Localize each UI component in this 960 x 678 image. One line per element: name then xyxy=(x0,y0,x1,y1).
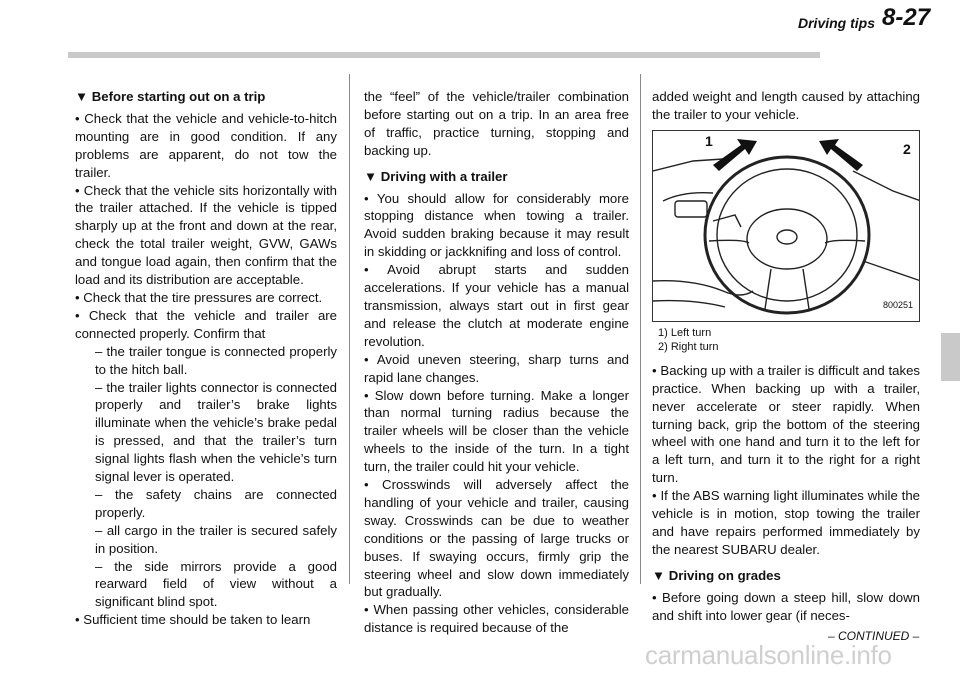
chapter-tab xyxy=(941,333,960,381)
column-2 xyxy=(364,88,629,637)
dash-item: – the trailer lights connector is connected properly and trailer’s brake lights illuminate when the vehicle’s brake pedal is pressed, and that the trailer’s turn signal lights flash when the vehicle’s turn signal lever is operated. xyxy=(95,379,337,486)
figure-code: 800251 xyxy=(882,299,913,310)
bullet-item: • Before going down a steep hill, slow down and shift into lower gear (if neces- xyxy=(652,589,920,625)
paragraph: the “feel” of the vehicle/trailer combination before starting out on a trip. In an area free of traffic, practice turning, stopping and backing up. xyxy=(364,89,629,158)
watermark: carmanualsonline.info xyxy=(645,640,892,670)
heading-driving-on-grades: ▼ Driving on grades xyxy=(652,567,781,583)
bullet-item: • Check that the tire pressures are correct. xyxy=(75,289,337,307)
caption-item: 1) Left turn xyxy=(658,326,712,339)
bullet-item: • Sufficient time should be taken to learn xyxy=(75,611,337,629)
bullet-item: • If the ABS warning light illuminates while the vehicle is in motion, stop towing the trailer and have repairs performed immediately by the nearest SUBARU dealer. xyxy=(652,487,920,559)
bullet-item: • Slow down before turning. Make a longer than normal turning radius because the trailer wheels will be closer than the vehicle wheels to the inside of the turn. In a tight turn, the trailer could hit your vehicle. xyxy=(364,387,629,477)
bullet-item: • When passing other vehicles, considerable distance is required because of the xyxy=(364,601,629,637)
heading-before-trip: ▼ Before starting out on a trip xyxy=(75,89,266,104)
bullet-item: • Avoid abrupt starts and sudden accelerations. If your vehicle has a manual transmission, always start out in first gear and release the clutch at moderate engine revolution. xyxy=(364,261,629,351)
steering-wheel-illustration xyxy=(653,131,920,322)
heading-driving-with-trailer: ▼ Driving with a trailer xyxy=(364,168,508,184)
figure-label-1: 1 xyxy=(705,132,713,149)
column-1 xyxy=(75,88,337,629)
column-divider xyxy=(640,74,641,584)
column-divider xyxy=(349,74,350,584)
bullet-item: • Check that the vehicle and vehicle-to-hitch mounting are in good condition. If any problems are apparent, do not tow the trailer. xyxy=(75,110,337,182)
paragraph: added weight and length caused by attaching the trailer to your vehicle. xyxy=(652,89,920,122)
column-3 xyxy=(652,88,920,625)
dash-item: – all cargo in the trailer is secured safely in position. xyxy=(95,522,337,558)
dash-item: – the trailer tongue is connected properly to the hitch ball. xyxy=(95,343,337,379)
page-number: 8-27 xyxy=(882,4,931,31)
caption-item: 2) Right turn xyxy=(658,340,719,353)
dash-item: – the side mirrors provide a good rearward field of view without a significant blind spot. xyxy=(95,558,337,612)
continued-label: – CONTINUED – xyxy=(828,629,920,643)
dash-item: – the safety chains are connected properly. xyxy=(95,486,337,522)
section-title: Driving tips xyxy=(798,15,876,31)
bullet-item: • Check that the vehicle and trailer are connected properly. Confirm that xyxy=(75,307,337,343)
bullet-item: • You should allow for considerably more stopping distance when towing a trailer. Avoid sudden braking because it may result in skidding or jackknifing and loss of control. xyxy=(364,190,629,262)
figure-label-2: 2 xyxy=(903,140,911,157)
bullet-item: • Avoid uneven steering, sharp turns and rapid lane changes. xyxy=(364,351,629,387)
header-rule xyxy=(68,52,820,58)
bullet-item: • Check that the vehicle sits horizontally with the trailer attached. If the vehicle is tipped sharply up at the front and down at the rear, check the total trailer weight, GVW, GAWs and tongue load again, then confirm that the load and its distribution are acceptable. xyxy=(75,182,337,289)
bullet-item: • Crosswinds will adversely affect the handling of your vehicle and trailer, causing sway. Crosswinds can be due to weather conditions or the passing of large trucks or buses. If swaying occurs, firmly grip the steering wheel and slow down immediately but gradually. xyxy=(364,476,629,601)
steering-wheel-figure xyxy=(652,130,920,322)
bullet-item: • Backing up with a trailer is difficult and takes practice. When backing up with a trailer, never accelerate or steer rapidly. When turning back, grip the bottom of the steering wheel with one hand and turn it to the left for a left turn, and turn it to the right for a right turn. xyxy=(652,362,920,487)
